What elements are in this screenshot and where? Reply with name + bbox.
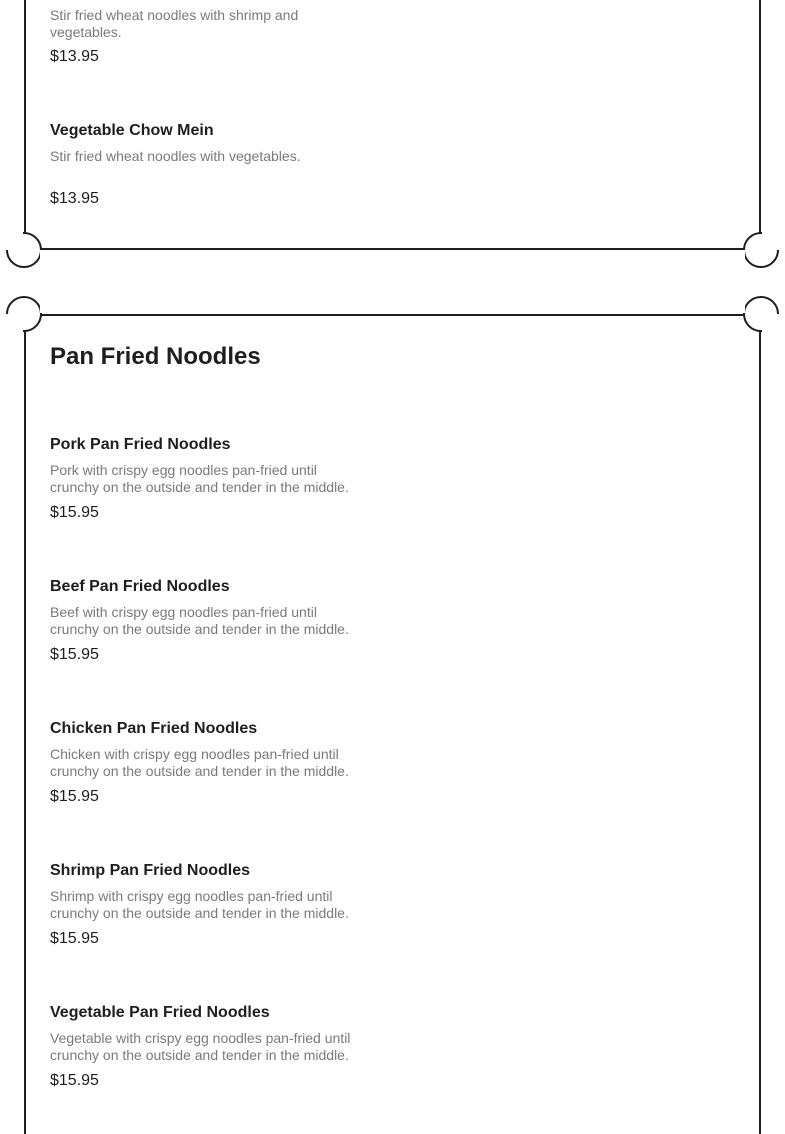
menu-item-name: Vegetable Chow Mein	[50, 122, 214, 139]
menu-item-name: Vegetable Pan Fried Noodles	[50, 1004, 270, 1021]
card-gap	[40, 250, 745, 313]
menu-item-name: Pork Pan Fried Noodles	[50, 436, 231, 453]
corner-mask	[0, 314, 23, 336]
corner-mask	[0, 228, 23, 250]
menu-item-price: $15.95	[50, 1072, 99, 1089]
menu-item[interactable]	[50, 1003, 360, 1097]
menu-item-price: $13.95	[50, 190, 99, 207]
menu-item-name: Beef Pan Fried Noodles	[50, 578, 230, 595]
menu-item-description: Shrimp with crispy egg noodles pan-fried until crunchy on the outside and tender in the middle.	[50, 888, 349, 921]
corner-mask	[762, 314, 785, 336]
menu-item[interactable]	[50, 7, 360, 77]
menu-item-description: Pork with crispy egg noodles pan-fried until crunchy on the outside and tender in the middle.	[50, 462, 349, 495]
section-title: Pan Fried Noodles	[50, 343, 261, 370]
menu-item-description: Stir fried wheat noodles with vegetables.	[50, 148, 301, 164]
menu-item[interactable]	[50, 121, 360, 216]
menu-item-price: $13.95	[50, 48, 99, 65]
menu-item-description: Chicken with crispy egg noodles pan-fried until crunchy on the outside and tender in the middle.	[50, 746, 349, 779]
menu-item[interactable]	[50, 577, 360, 672]
menu-item[interactable]	[50, 719, 360, 814]
menu-item-price: $15.95	[50, 504, 99, 521]
menu-item-description: Vegetable with crispy egg noodles pan-fried until crunchy on the outside and tender in the middle.	[50, 1030, 351, 1063]
menu-item-name: Chicken Pan Fried Noodles	[50, 720, 258, 737]
corner-mask	[762, 228, 785, 250]
menu-item[interactable]	[50, 435, 360, 530]
menu-item-name: Shrimp Pan Fried Noodles	[50, 862, 251, 879]
menu-item-description: Beef with crispy egg noodles pan-fried until crunchy on the outside and tender in the middle.	[50, 604, 349, 637]
menu-item-price: $15.95	[50, 646, 99, 663]
menu-item-description: Stir fried wheat noodles with shrimp and vegetables.	[50, 7, 299, 40]
menu-item-price: $15.95	[50, 788, 99, 805]
menu-item-price: $15.95	[50, 930, 99, 947]
menu-item[interactable]	[50, 861, 360, 956]
